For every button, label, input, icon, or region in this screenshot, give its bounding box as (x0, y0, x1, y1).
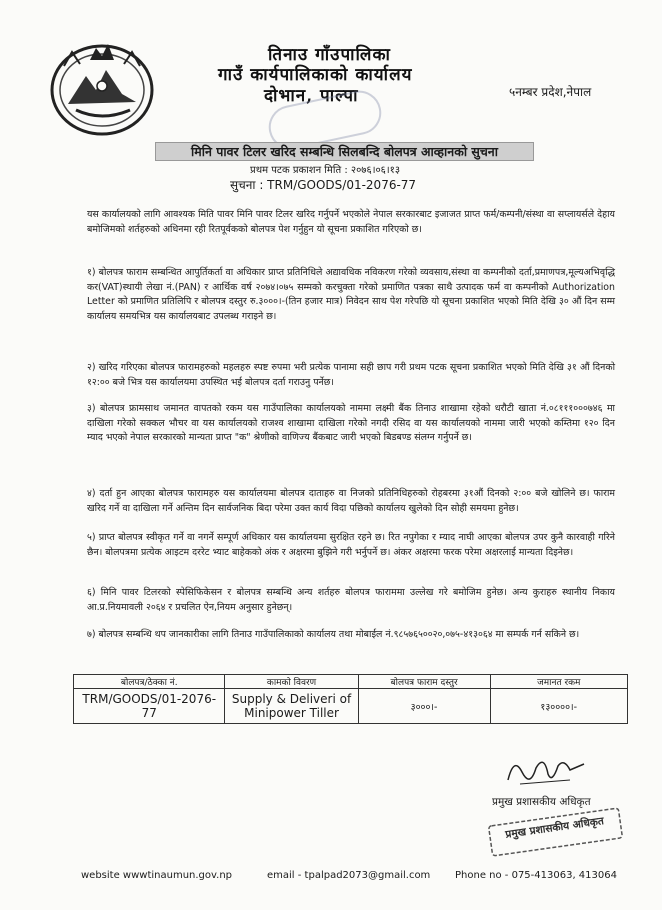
table-cell-security-amount: १३००००।- (490, 689, 627, 724)
table-header: कामको विवरण (225, 675, 358, 689)
footer-phone: Phone no - 075-413063, 413064 (455, 870, 617, 881)
notice-title: मिनि पावर टिलर खरिद सम्बन्धि सिलबन्दि बोलपत्र आव्हानको सुचना (155, 142, 534, 161)
condition-2: २) खरिद गरिएका बोलपत्र फारामहरुको महलहरु स्पष्ट रुपमा भरी प्रत्येक पानामा सही छाप गरी प्रथम पटक सूचना प्रकाशित भएको मिति देखि ३१ औं दिनको १२:०० बजे भित्र यस कार्यालयमा उपस्थित भई बोलपत्र दर्ता गराउनु पर्नेछ। (87, 362, 615, 388)
header-address: दोभान, पाल्पा (264, 86, 359, 106)
table-cell-form-fee: ३०००।- (358, 689, 490, 724)
table-header-row (74, 675, 628, 689)
header-province: ५नम्बर प्रदेश,नेपाल (509, 85, 592, 99)
footer-website: website wwwtinaumun.gov.np (81, 870, 233, 881)
table-header: जमानत रकम (490, 675, 627, 689)
table-header: बोलपत्र फाराम दस्तुर (358, 675, 490, 689)
condition-6: ६) मिनि पावर टिलरको स्पेसिफिकेसन र बोलपत्र सम्बन्धि अन्य शर्तहरु बोलपत्र फाराममा उल्लेख गरे बमोजिम हुनेछ। अन्य कुराहरु स्थानीय निकाय आ.प्र.नियमावली २०६४ र प्रचलित ऐन,नियम अनुसार हुनेछन्। (87, 587, 615, 613)
notice-number: सुचना : TRM/GOODS/01-2076-77 (230, 178, 417, 192)
condition-5: ५) प्राप्त बोलपत्र स्वीकृत गर्ने वा नगर्ने सम्पूर्ण अधिकार यस कार्यालयमा सुरक्षित रहने छ। रित नपुगेका र म्याद नाघी आएका बोलपत्र उपर कुनै कारवाही गरिने छैन। बोलपत्रमा प्रत्येक आइटम दररेट भ्याट बाहेकको अंक र अक्षरमा बुझिने गरी भर्नुपर्ने छ। अंकर अक्षरमा फरक परेमा अक्षरलाई मान्यता दिइनेछ। (87, 532, 615, 558)
header-office: गाउँ कार्यपालिकाको कार्यालय (218, 65, 413, 85)
condition-3: ३) बोलपत्र फ्रामसाथ जमानत वापतको रकम यस गाउँपालिका कार्यालयको नाममा लक्ष्मी बैंक तिनाउ शाखामा रहेको धरौटी खाता नं.०८१११०००७४६ मा दाखिला गरेको सक्कल भौचर वा यस कार्यालयको राजश्व शाखामा दाखिला गरेको नगदी रसिद वा यस कार्यालयको नाममा जारी भएको कम्तिमा १२० दिन म्याद भएको नेपाल सरकारको मान्यता प्राप्त "क" श्रेणीको वाणिज्य बैंकबाट जारी भएको बिडबण्ड संलग्न गर्नुपर्ने छ। (87, 403, 615, 443)
condition-4: ४) दर्ता हुन आएका बोलपत्र फारामहरु यस कार्यालयमा बोलपत्र दाताहरु वा निजको प्रतिनिधिहरुको रोहबरमा ३१औं दिनको २:०० बजे खोलिने छ। फाराम खरिद गर्ने वा दाखिला गर्ने अन्तिम दिन सार्वजनिक बिदा परेमा उक्त कार्य विदा पछिको कार्यालय खुलेको दिन सोही समयमा हुनेछ। (87, 488, 615, 514)
footer-email: email - tpalpad2073@gmail.com (267, 870, 431, 881)
signatory-title: प्रमुख प्रशासकीय अधिकृत (492, 796, 591, 808)
condition-7: ७) बोलपत्र सम्बन्धि थप जानकारीका लागि तिनाउ गाउँपालिकाको कार्यालय तथा मोबाईल नं.९८५७६५००२०,०७५-४१३०६४ मा सम्पर्क गर्न सकिने छ। (87, 629, 580, 640)
condition-1: १) बोलपत्र फाराम सम्बन्धित आपुर्तिकर्ता वा अधिकार प्राप्त प्रतिनिधिले अद्यावधिक नविकरण गरेको व्यवसाय,संस्था वा कम्पनीको दर्ता,प्रमाणपत्र,मूल्यअभिवृद्धि कर(VAT)स्थायी लेखा नं.(PAN) र आर्थिक वर्ष २०७४।०७५ सम्मको करचुक्ता गरेको प्रमाणित पत्रका साथै उत्पादक फर्म वा कम्पनीको Authorization Letter को प्रमाणित प्रतिलिपि र बोलपत्र दस्तुर रु.३०००।-(तिन हजार मात्र) निवेदन साथ पेश गरेपछि यो सूचना प्रकाशित भएको मिति देखि ३० औं दिन सम्म कार्यालय समयभित्र यस कार्यालयबाट उपलब्ध गराइने छ। (87, 267, 615, 322)
stamp-text: प्रमुख प्रशासकीय अधिकृत (504, 815, 605, 841)
table-cell-description: Supply & Deliveri of Minipower Tiller (225, 689, 358, 724)
table-row (74, 689, 628, 724)
nepal-emblem-icon (46, 30, 158, 136)
bid-table (73, 674, 628, 724)
intro-paragraph: यस कार्यालयको लागि आवश्यक मिति पावर मिनि पावर टिलर खरिद गर्नुपर्ने भएकोले नेपाल सरकारबाट इजाजत प्राप्त फर्म/कम्पनी/संस्था वा सप्लायर्सले देहाय बमोजिमको शर्तहरुको अधिनमा रही रितपूर्वकको बोलपत्र पेश गर्नुहुन यो सूचना प्रकाशित गरिएको छ। (87, 209, 615, 235)
table-cell-bid-no: TRM/GOODS/01-2076-77 (74, 689, 225, 724)
table-header: बोलपत्र/ठेक्का नं. (74, 675, 225, 689)
header-municipality: तिनाउ गाँउपालिका (268, 45, 391, 65)
signature-icon (500, 750, 590, 788)
publish-date: प्रथम पटक प्रकाशन मिति : २०७६।०६।१३ (250, 165, 401, 176)
